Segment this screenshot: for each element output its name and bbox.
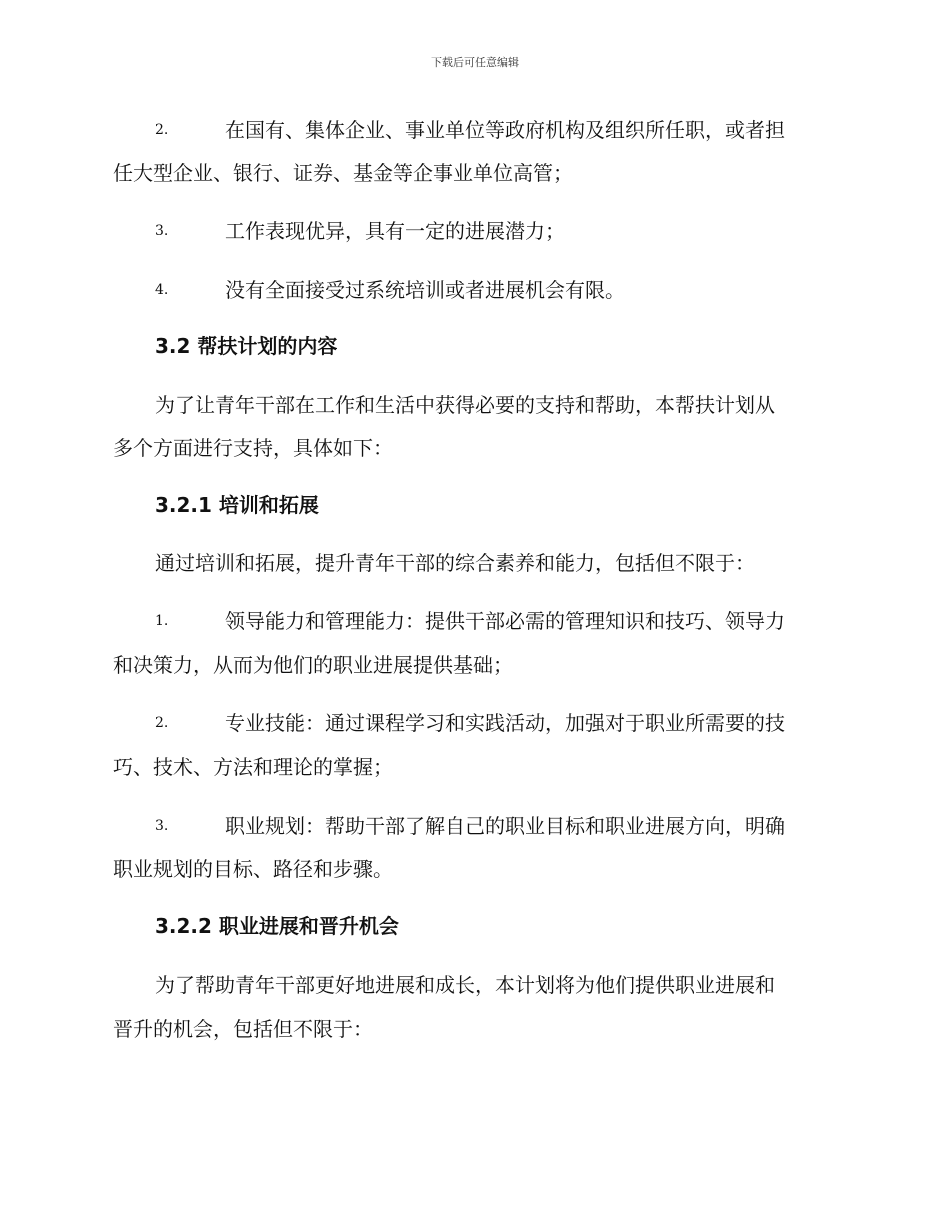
list-number: 3.	[155, 223, 169, 239]
list-number: 1.	[155, 613, 169, 629]
list-item-text: 没有全面接受过系统培训或者进展机会有限。	[225, 278, 625, 302]
list-item-text-continued: 巧、技术、方法和理论的掌握；	[113, 755, 393, 779]
list-item-text-continued: 任大型企业、银行、证券、基金等企事业单位高管；	[113, 161, 573, 185]
list-item-text: 工作表现优异，具有一定的进展潜力；	[225, 219, 565, 243]
list-item-text: 专业技能：通过课程学习和实践活动，加强对于职业所需要的技	[225, 711, 785, 735]
list-item-text: 在国有、集体企业、事业单位等政府机构及组织所任职，或者担	[225, 118, 785, 142]
paragraph-line: 多个方面进行支持，具体如下：	[113, 436, 393, 460]
list-item-text-continued: 职业规划的目标、路径和步骤。	[113, 857, 393, 881]
paragraph-line: 为了帮助青年干部更好地进展和成长，本计划将为他们提供职业进展和	[155, 973, 775, 997]
subsection-heading: 3.2.2 职业进展和晋升机会	[155, 914, 399, 938]
list-item-text: 领导能力和管理能力：提供干部必需的管理知识和技巧、领导力	[225, 609, 785, 633]
list-item-text-continued: 和决策力，从而为他们的职业进展提供基础；	[113, 653, 513, 677]
paragraph-line: 通过培训和拓展，提升青年干部的综合素养和能力，包括但不限于：	[155, 551, 755, 575]
list-number: 2.	[155, 122, 169, 138]
list-number: 2.	[155, 715, 169, 731]
header-watermark: 下载后可任意编辑	[431, 56, 519, 69]
list-number: 4.	[155, 282, 169, 298]
paragraph-line: 晋升的机会，包括但不限于：	[113, 1017, 373, 1041]
list-number: 3.	[155, 818, 169, 834]
section-heading: 3.2 帮扶计划的内容	[155, 334, 338, 358]
list-item-text: 职业规划：帮助干部了解自己的职业目标和职业进展方向，明确	[225, 814, 785, 838]
subsection-heading: 3.2.1 培训和拓展	[155, 493, 319, 517]
paragraph-line: 为了让青年干部在工作和生活中获得必要的支持和帮助，本帮扶计划从	[155, 393, 775, 417]
